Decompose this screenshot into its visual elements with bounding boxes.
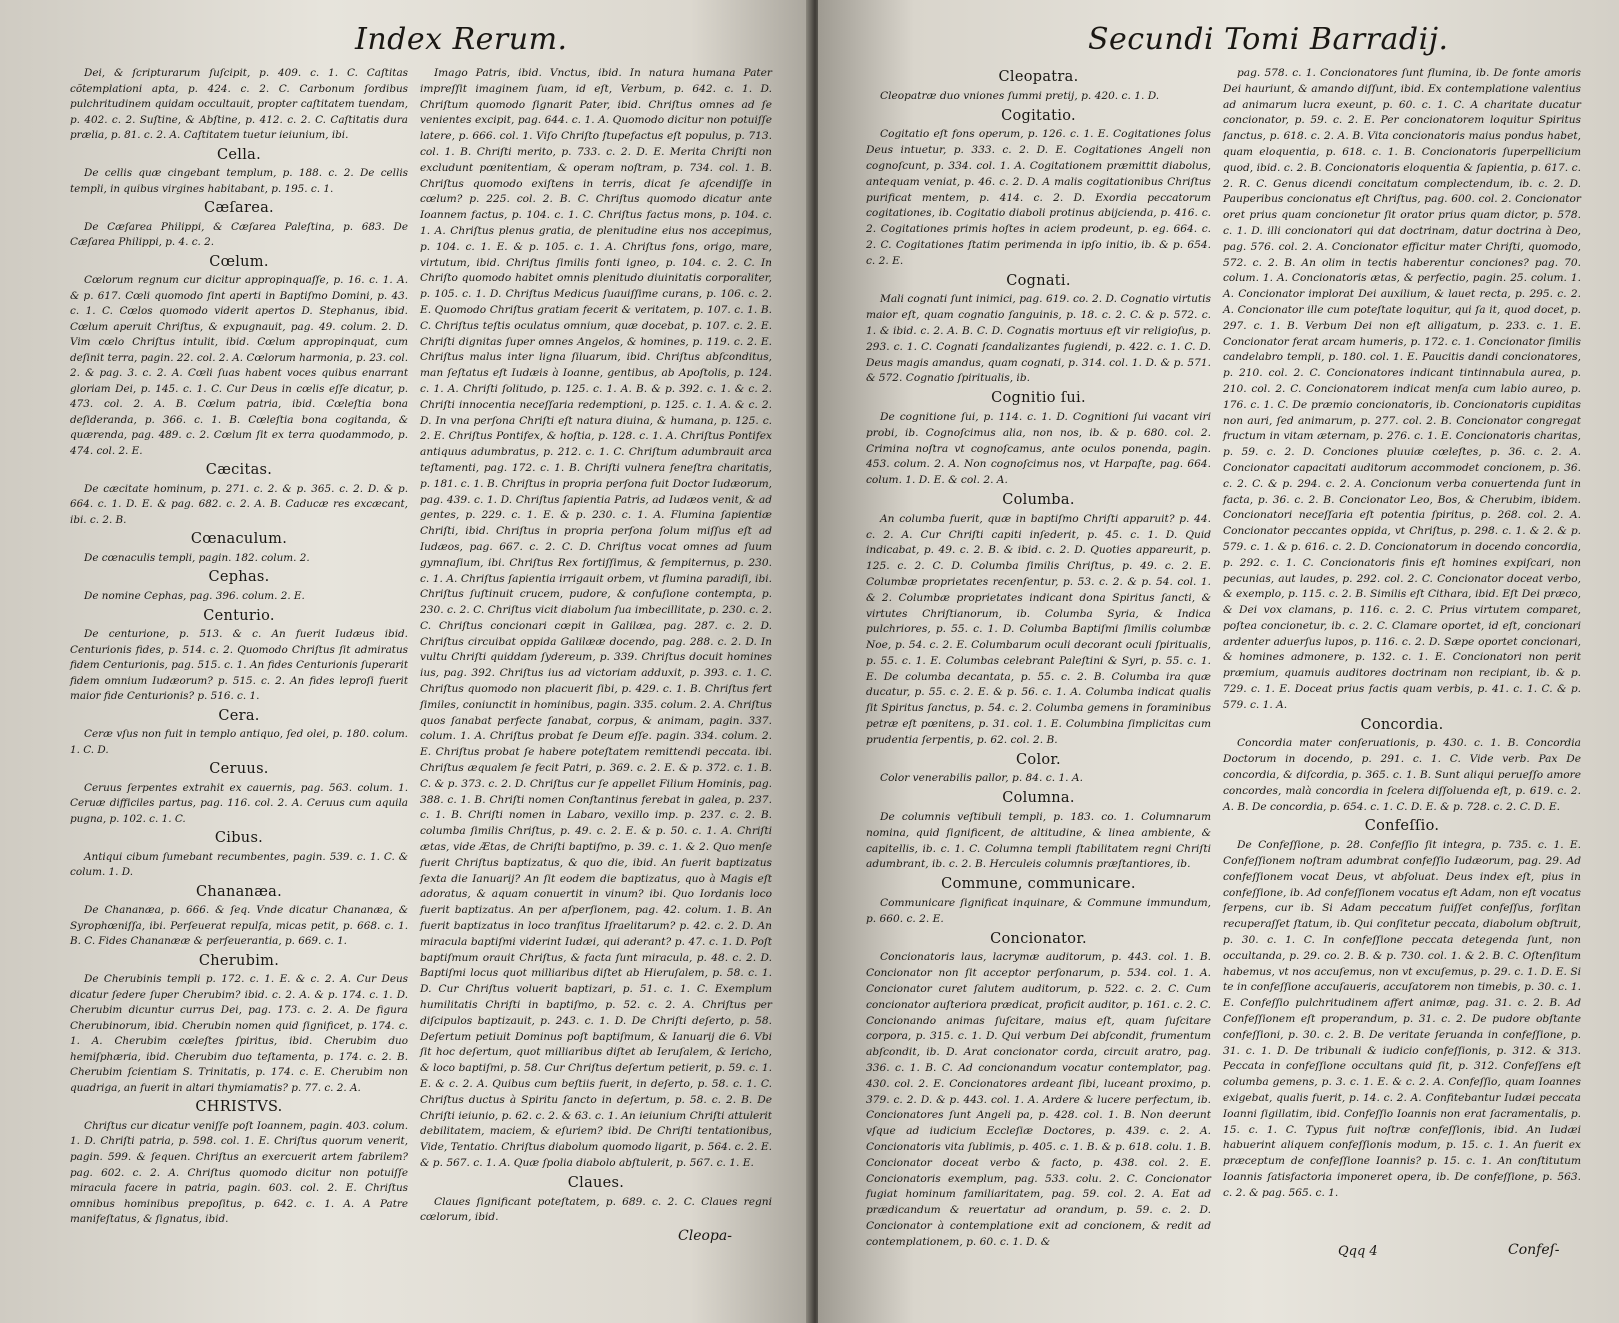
index-entry [1223,66,1581,714]
index-heading: Cella. [216,146,261,163]
index-text: Concordia mater conſeruationis, p. 430. c. 1. B. Concordia Doctorum in docendo, p. 291. c. 1. C. Vide verb. Pax De concordia, & diſcordia, p. 365. c. 1. B. Sunt aliqui perueſſo amore concordes, malà concordia in ſcelera diſſoluenda eſt, p. 619. c. 2. A. B. De concordia, p. 654. c. 1. C. D. E. & p. 728. c. 2. C. D. E. [1223,737,1581,813]
index-heading: Concordia. [1360,716,1444,733]
right-column-1 [866,66,1211,1251]
index-text: De nomine Cephas, pag. 396. colum. 2. E. [84,589,305,602]
index-text: Ceruus ſerpentes extrahit ex cauernis, pag. 563. colum. 1. Ceruæ difficiles partus, pag. 116. col. 2. A. Ceruus cum aquila pugna, p. 102. c. 1. C. [70,781,408,825]
index-entry [70,709,408,759]
index-text: Cogitatio eſt fons operum, p. 126. c. 1. E. Cogitationes ſolus Deus intuetur, p. 333. c. 2. D. E. Cogitationes Angeli non cognoſcunt, p. 334. col. 1. A. Cogitationem præmittit diabolus, antequam veniat, p. 46. c. 2. D. A malis cogitationibus Chriſtus purificat mentem, p. 414. c. 2. D. Exordia peccatorum cogitationes, ib. Cogitatio diaboli protinus abijcienda, p. 416. c. 2. Cogitationes primis hoſtes in aciem prodeunt, p. eg. 664. c. 2. C. Cogitationes ſtatim perimenda in ipſo initio, ib. & p. 654. c. 2. E. [866,128,1211,267]
index-text: De Cherubinis templi p. 172. c. 1. E. & c. 2. A. Cur Deus dicatur ſedere ſuper Cherubim? ibid. c. 2. A. & p. 174. c. 1. D. Cherubim dicuntur currus Dei, pag. 173. c. 2. A. De figura Cherubinorum, ibid. Cherubin nomen quid ſignificet, p. 174. c. 1. A. Cherubim cœleſtes ſpiritus, ibid. Cherubim duo hemiſphæria, ibid. Cherubim duo teſtamenta, p. 174. c. 2. B. Cherubim ſcientiam S. Trinitatis, p. 174. c. E. Cherubim non quadriga, an fuerit in altari thymiamatis? p. 77. c. 2. A. [70,973,408,1094]
index-text: Color venerabilis pallor, p. 84. c. 1. A. [880,772,1083,785]
signature-mark: Qqq 4 [1338,1244,1378,1259]
index-entry [420,66,772,1172]
index-entry [866,877,1211,927]
index-entry [70,148,408,198]
index-heading: Claues. [567,1174,625,1191]
index-entry [70,1100,408,1227]
index-heading: Cœnaculum. [190,531,288,548]
index-heading: Cognati. [1006,272,1071,289]
index-text: Cœlorum regnum cur dicitur appropinquaſſe, p. 16. c. 1. A. & p. 617. Cœli quomodo ſint aperti in Baptiſmo Domini, p. 43. c. 1. C. Cœlos quomodo viderit apertos D. Stephanus, ibid. Cœlum aperuit Chriſtus, & expugnauit, pag. 49. colum. 2. D. Vim cœlo Chriſtus intulit, ibid. Cœlum appropinquat, cum deſinit terra, pagin. 22. col. 2. A. Cœlorum harmonia, p. 23. col. 2. & pag. 3. c. 2. A. Cœli ſuas habent voces quibus enarrant gloriam Dei, p. 145. c. 1. C. Cur Deus in cœlis eſſe dicatur, p. 473. col. 2. A. B. Cœlum patria, ibid. Cœleſtia bona deſideranda, p. 366. c. 1. B. Cœleſtia bona cogitanda, & quærenda, pag. 489. c. 2. Cœlum ſit ex terra quodammodo, p. 474. col. 2. E. [70,274,408,457]
index-text: De Confeſſione, p. 28. Confeſſio ſit integra, p. 735. c. 1. E. Confeſſionem noſtram adumbrat confeſſio Iudæorum, pag. 29. Ad confeſſionem vocat Deus, vt abſoluat. Deus index eſt, pius in confeſſione, ib. Ad confeſſionem vocatus eſt Adam, non eſt vocatus ſerpens, cur ib. Si Adam peccatum fuiſſet confeſſus, forſitan recuperaſſet ſtatum, ib. Qui conſitetur peccata, diabolum obſtruit, p. 30. c. 1. C. In confeſſione peccata detegenda ſunt, non occultanda, p. 29. co. 2. B. & p. 730. col. 1. & 2. B. C. Oſtenſitum habemus, vt nos accuſemus, non vt excuſemus, p. 29. c. 1. D. E. Si te in confeſſione accuſaueris, accuſatorem non timebis, p. 30. c. 1. E. Confeſſio pulchritudinem affert animæ, pag. 31. c. 2. B. Ad Confeſſionem eſt properandum, p. 31. c. 2. De pudore obſtante confeſſioni, p. 30. c. 2. B. De veritate ſeruanda in confeſſione, p. 31. c. 1. D. De tribunali & iudicio confeſſionis, p. 312. & 313. Peccata in confeſſione occultans quid ſit, p. 312. Confeſſens eſt columba gemens, p. 3. c. 1. E. & c. 2. A. Confeſſio, quam Ioannes exigebat, qualis fuerit, p. 14. c. 2. A. Confitebantur Iudæi peccata Ioanni ſigillatim, ibid. Confeſſio Ioannis non erat ſacramentalis, p. 15. c. 1. C. Typus fuit noſtræ confeſſionis, ibid. An Iudæi habuerint aliquem confeſſionis modum, p. 15. c. 1. An fuerit ex præceptum de confeſſione Ioannis? p. 15. c. 1. An conſtitutum Ioannis ſatisfactoria imponeret opera, ib. De confeſſione, p. 563. c. 2. & pag. 565. c. 1. [1223,839,1581,1199]
index-entry [866,70,1211,105]
index-entry [70,609,408,705]
index-entry [70,463,408,528]
index-text: Cleopatræ duo vniones ſummi pretij, p. 420. c. 1. D. [880,89,1160,102]
index-heading: Confeſſio. [1364,818,1440,835]
index-text: De Chananæa, p. 666. & ſeq. Vnde dicatur Chananæa, & Syrophœniſſa, ibi. Perſeuerat repulſa, micas petit, p. 668. c. 1. B. C. Fides Chananææ & perſeuerantia, p. 669. c. 1. [70,904,408,948]
index-text: An columba fuerit, quæ in baptiſmo Chriſti apparuit? p. 44. c. 2. A. Cur Chriſti capiti inſederit, p. 45. c. 1. D. Quid indicabat, p. 49. c. 2. B. & ibid. c. 2. D. Quoties appareurit, p. 125. c. 2. C. D. Columba ſimilis Chriſtus, p. 49. c. 2. E. Columbæ proprietates recenſentur, p. 53. c. 2. & p. 54. col. 1. & 2. Columbæ proprietates indicant dona Spiritus ſancti, & virtutes Chriſtianorum, ib. Columba Syria, & Indica pulchriores, p. 55. c. 1. D. Columba Baptiſmi ſimilis columbæ Noe, p. 54. c. 2. E. Columbarum oculi decorant oculi ſpiritualis, p. 55. c. 1. E. Columbas celebrant Paleſtini & Syri, p. 55. c. 1. E. De columba decantata, p. 55. c. 2. B. Columba ira quæ ducatur, p. 55. c. 2. E. & p. 56. c. 1. A. Columba indicat qualis ſit Spiritus ſanctus, p. 54. c. 2. Columba gemens in foraminibus petræ eſt pœnitens, p. 31. col. 1. E. Columbina ſimplicitas cum prudentia ſerpentis, p. 62. col. 2. B. [866,512,1211,746]
index-text: Imago Patris, ibid. Vnctus, ibid. In natura humana Pater impreſſit imaginem ſuam, id eſt, Verbum, p. 642. c. 1. D. Chriſtum quomodo ſignarit Pater, ibid. Chriſtus omnes ad ſe venientes excipit, pag. 644. c. 1. A. Quomodo dicitur non potuiſſe latere, p. 666. col. 1. Viſo Chriſto ſtupefactus eſt populus, p. 713. col. 1. B. Chriſti merito, p. 733. c. 2. D. E. Merita Chriſti non excludunt pœnitentiam, & operam noſtram, p. 734. col. 1. B. Chriſtus quomodo exiſtens in terris, dicat ſe aſcendiſſe in cœlum? p. 225. col. 2. B. C. Chriſtus quomodo dicatur ante Ioannem factus, p. 104. c. 1. C. Chriſtus factus mons, p. 104. c. 1. A. Chriſtus plenus gratia, de plenitudine eius nos accepimus, p. 104. c. 1. E. & p. 105. c. 1. A. Chriſtus fons, origo, mare, virtutum, ibid. Chriſtus ſimilis fonti igneo, p. 104. c. 2. C. In Chriſto quomodo habitet omnis plenitudo diuinitatis corporaliter, p. 105. c. 1. D. Chriſtus Medicus ſuauiſſime curans, p. 106. c. 2. E. Quomodo Chriſtus gratiam fecerit & veritatem, p. 107. c. 1. B. C. Chriſtus teſtis oculatus omnium, quæ docebat, p. 107. c. 2. E. Chriſti dignitas ſuper omnes Angelos, & homines, p. 119. c. 2. E. Chriſtus malus inter ligna ſiluarum, ibid. Chriſtus abſconditus, man ſeſtatus eſt Iudæis à Ioanne, gentibus, ab Apoſtolis, p. 124. c. 1. A. Chriſti ſolitudo, p. 125. c. 1. A. B. & p. 392. c. 1. & c. 2. Chriſti innocentia neceſſaria redemptioni, p. 125. c. 1. A. & c. 2. D. In vna perſona Chriſti eſt natura diuina, & humana, p. 125. c. 2. E. Chriſtus Pontifex, & hoſtia, p. 128. c. 1. A. Chriſtus Pontifex antiquus adumbratus, p. 212. c. 1. C. Chriſtum adumbrauit arca teſtamenti, pag. 172. c. 1. B. Chriſti vulnera feneſtra charitatis, p. 181. c. 1. B. Chriſtus in propria perſona fuit Doctor Iudæorum, pag. 439. c. 1. D. Chriſtus ſapientia Patris, ad Iudæos venit, & ad gentes, p. 229. c. 1. E. & p. 230. c. 1. A. Flumina ſapientiæ Chriſti, ibid. Chriſtus in propria perſona ſolum miſſus eſt ad Iudæos, pag. 667. c. 2. C. D. Chriſtus vocat omnes ad ſuum gymnaſium, ibi. Chriſtus Rex fortiſſimus, & ſempiternus, p. 230. c. 1. A. Chriſtus ſapientia irrigauit orbem, vt flumina paradiſi, ibi. Chriſtus ſuſtinuit crucem, pudore, & confuſione contempta, p. 230. c. 2. C. Chriſtus vicit diabolum ſua imbecillitate, p. 230. c. 2. C. Chriſtus concionari cœpit in Galilæa, pag. 287. c. 2. D. Chriſtus circuibat oppida Galilææ docendo, pag. 288. c. 2. D. In vultu Chriſti quiddam ſydereum, p. 339. Chriſtus docuit homines ius, pag. 392. Chriſtus ius ad victoriam adduxit, p. 393. c. 1. C. Chriſtus quomodo non placuerit ſibi, p. 429. c. 1. B. Chriſtus fert ſimiles, coniunctit in hominibus, pagin. 335. colum. 2. A. Chriſtus quos ſanabat perfecte ſanabat, corpus, & animam, pagin. 337. colum. 1. A. Chriſtus probat ſe Deum eſſe. pagin. 334. colum. 2. E. Chriſtus probat ſe habere poteſtatem remittendi peccata. ibi. Chriſtus æqualem ſe fecit Patri, p. 369. c. 2. E. & p. 372. c. 1. B. C. & p. 373. c. 2. D. Chriſtus cur ſe appellet Filium Hominis, pag. 388. c. 1. B. Chriſti nomen Conſtantinus ferebat in galea, p. 237. c. 1. B. Chriſti nomen in Labaro, vexillo imp. p. 237. c. 2. B. columba ſimilis Chriſtus, p. 49. c. 2. E. & p. 50. c. 1. A. Chriſti ætas, vide Ætas, de Chriſti baptiſmo, p. 39. c. 1. & 2. Quo menſe fuerit Chriſtus baptizatus, & quo die, ibid. An fuerit baptizatus ſexta die Ianuarij? An ſit eodem die baptizatus, quo à Magis eſt adoratus, & aquam conuertit in vinum? ibi. Quo Iordanis loco fuerit baptizatus. An per aſperſionem, pag. 42. colum. 1. B. An fuerit baptizatus in loco tranſitus Iſraelitarum? p. 42. c. 2. D. An miracula baptiſmi viderint Iudæi, qui aderant? p. 47. c. 1. D. Poſt baptiſmum orauit Chriſtus, & facta ſunt miracula, p. 48. c. 2. D. Baptiſmi locus quot milliaribus diſtet ab Hieruſalem, p. 58. c. 1. D. Cur Chriſtus voluerit baptizari, p. 51. c. 1. C. Exemplum humilitatis Chriſti in baptiſmo, p. 52. c. 2. A. Chriſtus per diſcipulos baptizauit, p. 243. c. 1. D. De Chriſti deſerto, p. 58. Deſertum petiuit Dominus poſt baptiſmum, & Ianuarij die 6. Vbi ſit hoc deſertum, quot milliaribus diſtet ab Ieruſalem, & Iericho, & loco baptiſmi, p. 58. Cur Chriſtus deſertum petierit, p. 59. c. 1. E. & c. 2. A. Quibus cum beſtiis fuerit, in deſerto, p. 58. c. 1. C. Chriſtus ductus à Spiritu ſancto in deſertum, p. 58. c. 2. B. De Chriſti ieiunio, p. 62. c. 2. & 63. c. 1. An ieiunium Chriſti attulerit debilitatem, maciem, & eſuriem? ibid. De Chriſti tentationibus, Vide, Tentatio. Chriſtus diabolum quomodo ligarit, p. 564. c. 2. E. & p. 567. c. 1. A. Quæ ſpolia diabolo abſtulerit, p. 567. c. 1. E. [420,67,772,1169]
index-heading: Columna. [1002,790,1075,807]
index-heading: CHRISTVS. [195,1099,283,1116]
index-text: Dei, & ſcripturarum ſuſcipit, p. 409. c. 1. C. Caſtitas cõtemplationi apta, p. 424. c. 2. C. Carbonum ſordibus pulchritudinem quidam occultauit, propter caſtitatem tuendam, p. 402. c. 2. Suſtine, & Abſtine, p. 412. c. 2. C. Caſtitatis dura prælia, p. 81. c. 2. A. Caſtitatem tuetur ieiunium, ibi. [70,67,408,142]
index-heading: Color. [1016,751,1061,768]
index-text: pag. 578. c. 1. Concionatores ſunt flumina, ib. De fonte amoris Dei hauriunt, & amando diſſunt, ibid. Ex contemplatione valentius ad animarum lucra exeunt, p. 60. c. 1. C. A charitate ducatur concionator, p. 59. c. 2. E. Per concionatorem loquitur Spiritus ſanctus, p. 618. c. 2. A. B. Vita concionatoris maius pondus habet, quam eloquentia, p. 618. c. 1. B. Concionatoris ſuperpellicium quod, ibid. c. 2. B. Concionatoris eloquentia & ſapientia, p. 617. c. 2. R. C. Genus dicendi concitatum complectendum, ib. c. 2. D. Pauperibus concionatus eſt Chriſtus, pag. 600. col. 2. Concionator oret prius quam concionetur ſit orator prius quam dictor, p. 578. c. 1. D. illi concionatori qui dat doctrinam, datur doctrina à Deo, pag. 576. col. 2. A. Concionator efficitur mater Chriſti, quomodo, 572. c. 2. B. An olim in tectis haberentur conciones? pag. 70. colum. 1. A. Concionatoris ætas, & perfectio, pagin. 25. colum. 1. A. Concionator implorat Dei auxilium, & lauet recta, p. 295. c. 2. A. Concionator ille cum poteſtate loquitur, qui ſa it, quod docet, p. 297. c. 1. B. Verbum Dei non eſt alligatum, p. 233. c. 1. E. Concionator ferat arcam humeris, p. 172. c. 1. Concionator ſimilis candelabro templi, p. 180. col. 1. E. Paucitis dandi concionatores, p. 210. col. 2. C. Concionatores indicant tintinnabula aurea, p. 210. col. 2. C. Concionatorem indicat menſa cum labio aureo, p. 176. c. 1. C. De præmio concionatoris, ib. Concionatoris cupiditas non auri, ſed animarum, p. 277. col. 2. B. Concionator congregat fructum in vitam æternam, p. 276. c. 1. E. Concionatoris charitas, p. 59. c. 2. D. Conciones pluuiæ cœleſtes, p. 36. c. 2. A. Concionator capacitati auditorum accommodet concionem, p. 36. c. 2. C. & p. 294. c. 2. A. Concionum verba conuertenda ſunt in facta, p. 36. c. 2. B. Concionator Leo, Bos, & Cherubim, ibidem. Concionatori neceſſaria eſt potentia ſpiritus, p. 268. col. 2. A. Concionator peccantes oppida, vt Chriſtus, p. 298. c. 1. & 2. & p. 579. c. 1. & p. 616. c. 2. D. Concionatorum in docendo concordia, p. 292. c. 1. C. Concionatoris finis eſt homines expiſcari, non pecunias, aut laudes, p. 292. col. 2. C. Concionator doceat verbo, & exemplo, p. 115. c. 2. B. Similis eſt Cithara, ibid. Eſt Dei præco, & Dei vox clamans, p. 116. c. 2. C. Prius virtutem comparet, poſtea concionetur, ib. c. 2. C. Clamare oportet, id eſt, concionari ardenter aduerſus lupos, p. 116. c. 2. D. Sæpe oportet concionari, & homines admonere, p. 132. c. 1. E. Concionatori non perit præmium, quamuis auditores doctrinam non recipiant, ib. & p. 729. c. 1. E. Doceat prius factis quam verbis, p. 41. c. 1. C. & p. 579. c. 1. A. [1223,67,1581,711]
catchword-right: Confeſ- [1508,1242,1560,1258]
index-heading: Cognitio ſui. [991,390,1086,407]
index-entry [866,274,1211,388]
index-entry [70,831,408,881]
index-entry [70,201,408,251]
index-heading: Cephas. [208,569,270,586]
index-entry [866,493,1211,749]
index-entry [866,753,1211,788]
index-entry [420,1176,772,1226]
index-entry [70,885,408,950]
index-text: De cellis quæ cingebant templum, p. 188. c. 2. De cellis templi, in quibus virgines habitabant, p. 195. c. 1. [70,167,408,195]
running-head-left: Index Rerum. [355,22,568,57]
running-head-right: Secundi Tomi Barradij. [1088,22,1449,57]
index-text: De centurione, p. 513. & c. An fuerit Iudæus ibid. Centurionis fides, p. 514. c. 2. Quomodo Chriſtus ſit admiratus fidem Centurionis, pag. 515. c. 1. An fides Centurionis ſuperarit fidem omnium Iudæorum? p. 515. c. 2. An fides leproſi fuerit maior fide Centurionis? p. 516. c. 1. [70,628,408,703]
index-heading: Cherubim. [198,952,280,969]
index-heading: Cæcitas. [205,462,273,479]
index-text: De columnis veſtibuli templi, p. 183. co. 1. Columnarum nomina, quid ſignificent, de altitudine, & linea ambiente, & capitellis, ib. c. 1. C. Columna templi ſtabilitatem regni Chriſti adumbrant, ib. c. 2. B. Herculeis columnis præſtantiores, ib. [866,811,1211,871]
index-heading: Cæſarea. [204,200,274,217]
catchword-left: Cleopa- [678,1228,732,1244]
index-heading: Concionator. [990,930,1087,947]
index-entry [866,932,1211,1251]
index-heading: Cœlum. [209,253,269,270]
index-text: De cognitione ſui, p. 114. c. 1. D. Cognitioni ſui vacant viri probi, ib. Cognoſcimus alia, non nos, ib. & p. 680. col. 2. Crimina noſtra vt cognoſcamus, ante oculos ponenda, pagin. 453. colum. 2. A. Non cognoſcimus nos, vt Harpaſte, pag. 664. colum. 1. D. E. & col. 2. A. [866,410,1211,487]
index-entry [70,954,408,1097]
index-text: De cæcitate hominum, p. 271. c. 2. & p. 365. c. 2. D. & p. 664. c. 1. D. E. & pag. 682. c. 2. A. B. Caducæ res excæcant, ibi. c. 2. B. [70,482,408,526]
index-text: Ceræ vſus non fuit in templo antiquo, ſed olei, p. 180. colum. 1. C. D. [70,728,408,756]
left-column-1 [70,66,408,1228]
index-entry [70,762,408,827]
left-column-2 [420,66,772,1226]
index-entry [866,391,1211,489]
index-entry [70,255,408,460]
index-entry [70,66,408,144]
index-heading: Cibus. [214,830,264,847]
index-text: Mali cognati ſunt inimici, pag. 619. co. 2. D. Cognatio virtutis maior eſt, quam cognatio ſanguinis, p. 18. c. 2. C. & p. 572. c. 1. & ibid. c. 2. A. B. C. D. Cognatis mortuus eſt vir religioſus, p. 293. c. 1. C. Cognati ſcandalizantes fugiendi, p. 422. c. 1. C. D. Deus magis amandus, quam cognati, p. 314. col. 1. D. & p. 571. & 572. Cognatio ſpiritualis, ib. [866,293,1211,385]
index-text: Chriſtus cur dicatur veniſſe poſt Ioannem, pagin. 403. colum. 1. D. Chriſti patria, p. 598. col. 1. E. Chriſtus quorum venerit, pagin. 599. & ſequen. Chriſtus an exercuerit artem fabrilem? pag. 602. c. 2. A. Chriſtus quomodo dicitur non potuiſſe miracula facere in patria, pagin. 603. col. 2. E. Chriſtus omnibus hominibus prepoſitus, p. 642. c. 1. A. A Patre manifeſtatus, & ſignatus, ibid. [70,1119,408,1226]
index-heading: Cera. [218,707,260,724]
index-heading: Commune, communicare. [941,876,1136,893]
index-heading: Chananæa. [196,883,282,900]
right-page [818,0,1619,1323]
index-heading: Centurio. [203,607,275,624]
index-entry [1223,718,1581,816]
index-text: Concionatoris laus, lacrymæ auditorum, p. 443. col. 1. B. Concionator non ſit acceptor perſonarum, p. 534. col. 1. A. Concionator curet ſalutem auditorum, p. 522. c. 2. C. Cum concionator auſteriora prædicat, proficit auditor, p. 161. c. 2. C. Concionando animas ſuſcitare, maius eſt, quam ſuſcitare corpora, p. 315. c. 1. D. Qui verbum Dei abſcondit, frumentum abſcondit, ib. D. Arat concionator corda, circuit aratro, pag. 336. c. 1. B. C. Ad concionandum vocatur contemplator, pag. 430. col. 2. E. Concionatores ardeant ſibi, luceant proximo, p. 379. c. 2. D. & p. 443. col. 1. A. Ardere & lucere perfectum, ib. Concionatores ſunt Angeli pa, p. 428. col. 1. B. Non deerunt vſque ad iudicium Eccleſiæ Doctores, p. 439. c. 2. A. Concionatoris vita ſublimis, p. 405. c. 1. B. & p. 618. colu. 1. B. Concionator doceat verbo & facto, p. 438. col. 2. E. Concionatoris exemplum, pag. 533. colu. 2. C. Concionator fugiat hominum familiaritatem, pag. 59. col. 2. A. Eat ad prædicandum & reuertatur ad orandum, p. 59. c. 2. D. Concionator à contemplatione exit ad concionem, & redit ad contemplationem, p. 60. c. 1. D. & [866,951,1211,1248]
index-entry [1223,819,1581,1201]
index-entry [70,532,408,566]
index-text: Antiqui cibum ſumebant recumbentes, pagin. 539. c. 1. C. & colum. 1. D. [70,850,408,879]
index-heading: Ceruus. [209,761,269,778]
index-entry [866,791,1211,873]
index-heading: Cleopatra. [998,69,1079,85]
index-text: Claues ſignificant poteſtatem, p. 689. c. 2. C. Claues regni cœlorum, ibid. [420,1195,772,1224]
index-text: Communicare ſignificat inquinare, & Commune immundum, p. 660. c. 2. E. [866,897,1211,925]
index-text: De cœnaculis templi, pagin. 182. colum. 2. [84,551,310,564]
index-heading: Columba. [1002,491,1075,508]
right-column-2 [1223,66,1581,1202]
index-entry [70,570,408,604]
index-heading: Cogitatio. [1001,107,1076,124]
index-entry [866,109,1211,270]
index-text: De Cæſarea Philippi, & Cæſarea Paleſtina, p. 683. De Cæſarea Philippi, p. 4. c. 2. [70,220,408,249]
